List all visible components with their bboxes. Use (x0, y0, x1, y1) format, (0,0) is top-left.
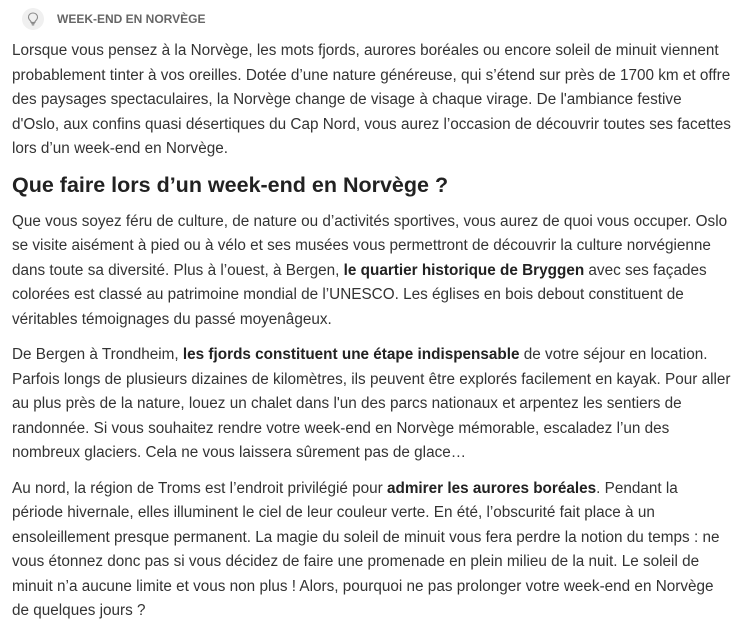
paragraph-text: . Pendant la période hivernale, elles illuminent le ciel de leur couleur verte. En été, l’obscurité fait place à un ensoleillement presque permanent. La magie du soleil de minuit vous fera perdre la notion du temps : ne vous étonnez donc pas si vous décidez de faire une promenade en plein milieu de la nuit. Le soleil de minuit n’a aucune limite et vous non plus ! Alors, pourquoi ne pas prolonger votre week-end en Norvège de quelques jours ? (12, 479, 720, 619)
section-heading: Que faire lors d’un week-end en Norvège ? (12, 172, 449, 197)
paragraph-text: Que vous soyez féru de culture, de nature ou d’activités sportives, vous aurez de quoi vous occuper. Oslo se visite aisément à pied ou à vélo et ses musées vous permettront de découvrir la culture norvégienne dans toute sa diversité. Plus à l’ouest, à Bergen, (12, 212, 728, 279)
paragraph-culture (12, 210, 731, 333)
lightbulb-icon (22, 8, 44, 30)
highlight-aurores: admirer les aurores boréales (386, 479, 597, 497)
section-header (22, 0, 731, 38)
section-label: WEEK-END EN NORVÈGE (57, 12, 206, 26)
paragraph-text: Au nord, la région de Troms est l’endroit privilégié pour (12, 479, 387, 497)
paragraph-text: de votre séjour en location. Parfois longs de plusieurs dizaines de kilomètres, ils peuvent être explorés facilement en kayak. Pour aller au plus près de la nature, louez un chalet dans l'un des parcs nationaux et arpentez les sentiers de randonnée. Si vous souhaitez rendre votre week-end en Norvège mémorable, escaladez l’un des nombreux glaciers. Cela ne vous laissera sûrement pas de glace… (12, 346, 731, 461)
highlight-bryggen: le quartier historique de Bryggen (343, 261, 585, 279)
paragraph-text: avec ses façades colorées est classé au patrimoine mondial de l’UNESCO. Les églises en bois debout constituent de véritables témoignages du passé moyenâgeux. (12, 261, 707, 328)
paragraph-fjords (12, 343, 731, 466)
highlight-fjords: les fjords constituent une étape indispensable (182, 346, 520, 363)
paragraph-text: De Bergen à Trondheim, (12, 346, 183, 363)
paragraph-aurora (12, 477, 731, 624)
intro-paragraph: Lorsque vous pensez à la Norvège, les mots fjords, aurores boréales ou encore soleil de minuit viennent probablement tinter à vos oreilles. Dotée d’une nature généreuse, qui s’étend sur près de 1700 km et offre des paysages spectaculaires, la Norvège change de visage à chaque virage. De l'ambiance festive d'Oslo, aux confins quasi désertiques du Cap Nord, vous aurez l’occasion de découvrir toutes ses facettes lors d’un week-end en Norvège. (12, 42, 731, 157)
